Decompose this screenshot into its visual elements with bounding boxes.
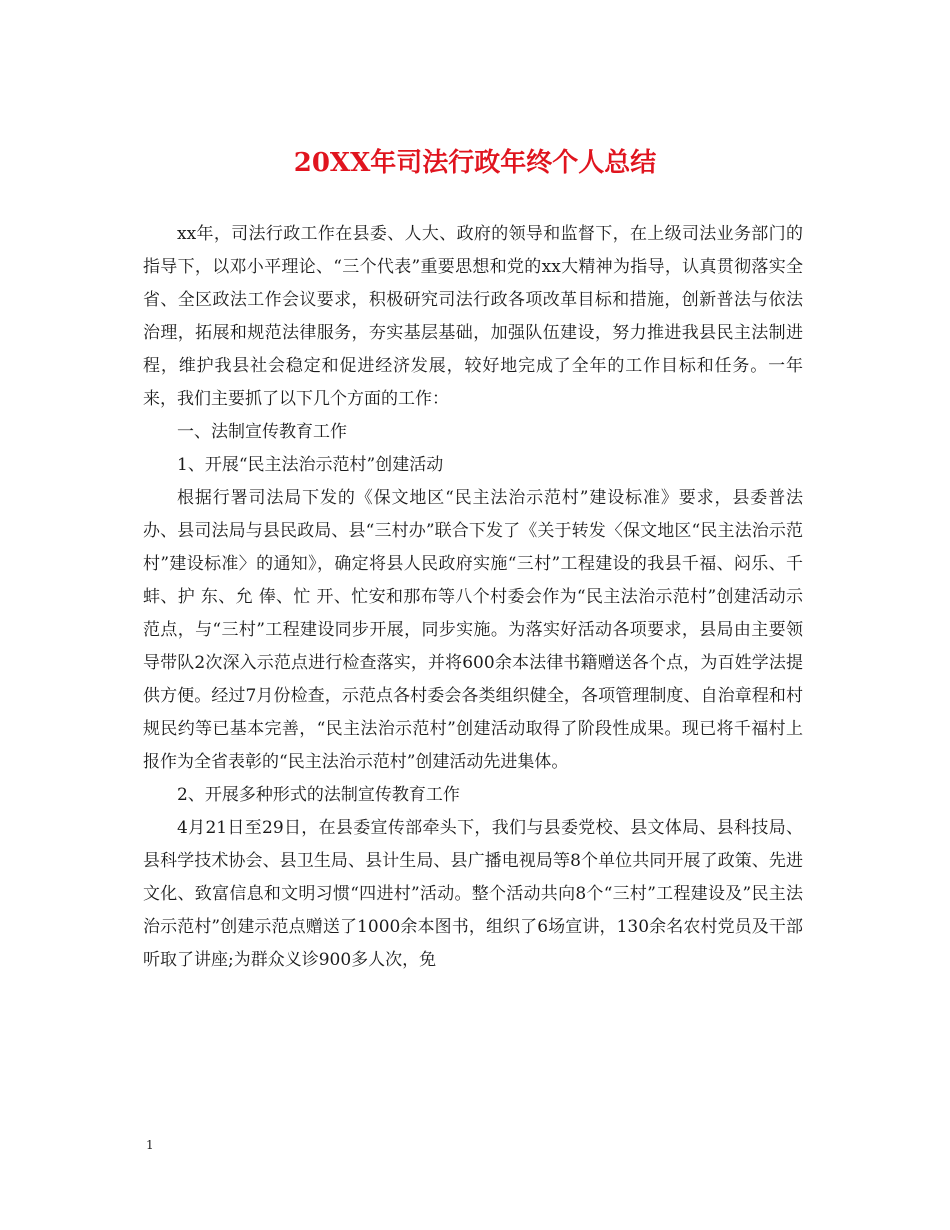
paragraph-four-into-village: 4月21日至29日，在县委宣传部牵头下，我们与县委党校、县文体局、县科技局、县科学技术协会、县卫生局、县计生局、县广播电视局等8个单位共同开展了政策、先进文化、致富信息和文明习惯“四进村”活动。整个活动共向8个“三村”工程建设及”民主法治示范村”创建示范点赠送了1000余本图书，组织了6场宣讲，130余名农村党员及干部听取了讲座;为群众义诊900多人次，免 — [143, 818, 803, 970]
section-heading-legal-education: 一、法制宣传教育工作 — [177, 422, 347, 442]
document-title: 20XX年司法行政年终个人总结 — [293, 148, 657, 178]
paragraph-intro: xx年，司法行政工作在县委、人大、政府的领导和监督下，在上级司法业务部门的指导下，以邓小平理论、“三个代表”重要思想和党的xx大精神为指导，认真贯彻落实全省、全区政法工作会议要求，积极研究司法行政各项改革目标和措施，创新普法与依法治理，拓展和规范法律服务，夯实基层基础，加强队伍建设，努力推进我县民主法制进程，维护我县社会稳定和促进经济发展，较好地完成了全年的工作目标和任务。一年来，我们主要抓了以下几个方面的工作： — [143, 224, 803, 409]
page-number: 1 — [146, 1138, 154, 1152]
subsection-heading-education-forms: 2、开展多种形式的法制宣传教育工作 — [177, 785, 460, 805]
subsection-heading-demo-village: 1、开展“民主法治示范村”创建活动 — [177, 455, 444, 475]
document-body — [143, 218, 803, 977]
paragraph-demo-village: 根据行署司法局下发的《保文地区“民主法治示范村”建设标准》要求，县委普法办、县司法局与县民政局、县“三村办”联合下发了《关于转发〈保文地区“民主法治示范村”建设标准〉的通知》，确定将县人民政府实施“三村”工程建设的我县千福、闷乐、千 蚌、护 东、允 俸、忙 开、忙安和那布等八个村委会作为“民主法治示范村”创建活动示范点，与“三村”工程建设同步开展，同步实施。为落实好活动各项要求，县局由主要领导带队2次深入示范点进行检查落实，并将600余本法律书籍赠送各个点，为百姓学法提供方便。经过7月份检查，示范点各村委会各类组织健全，各项管理制度、自治章程和村规民约等已基本完善，“民主法治示范村”创建活动取得了阶段性成果。现已将千福村上报作为全省表彰的“民主法治示范村”创建活动先进集体。 — [143, 488, 803, 772]
